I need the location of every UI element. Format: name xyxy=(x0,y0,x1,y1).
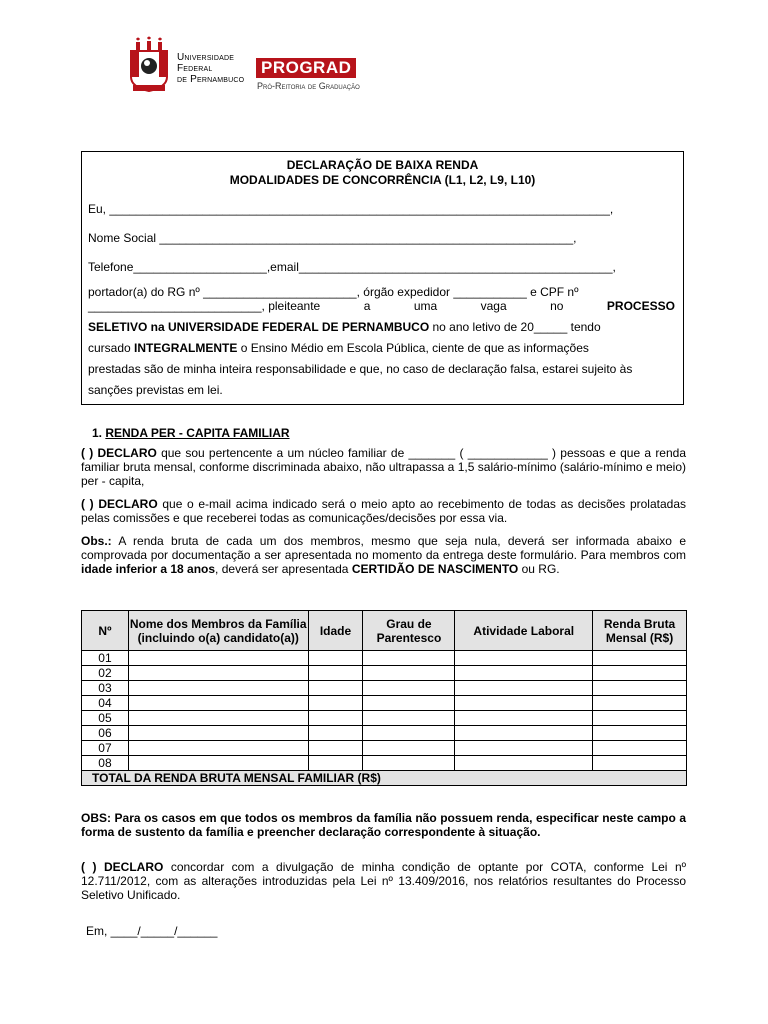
row-number: 01 xyxy=(82,651,129,666)
table-row xyxy=(82,651,687,666)
cursado-rest: o Ensino Médio em Escola Pública, ciente de que as informações xyxy=(237,341,589,355)
work-activity-cell[interactable] xyxy=(455,726,593,741)
seletivo-bold: SELETIVO na UNIVERSIDADE FEDERAL DE PERNAMBUCO xyxy=(88,320,430,334)
date-line: Em, ____/_____/______ xyxy=(86,924,218,938)
row-number: 03 xyxy=(82,681,129,696)
age-cell[interactable] xyxy=(308,726,363,741)
declaro-text: concordar com a divulgação de minha condição de optante por COTA, conforme Lei nº 12.711/2012, com as alterações introduzidas pela Lei nº 13.409/2016, nos relatórios resultantes do Processo Seletivo Unificado. xyxy=(81,860,687,902)
cpf-segment: a xyxy=(363,299,371,313)
obs-bold: Obs.: xyxy=(81,534,112,548)
age-cell[interactable] xyxy=(308,666,363,681)
cursado-line xyxy=(88,341,589,355)
cpf-segment: vaga xyxy=(480,299,507,313)
obs-text: ou RG. xyxy=(518,562,560,576)
member-name-cell[interactable] xyxy=(128,756,308,771)
kinship-cell[interactable] xyxy=(363,741,455,756)
cursado-text: cursado xyxy=(88,341,135,355)
table-row xyxy=(82,681,687,696)
work-activity-cell[interactable] xyxy=(455,756,593,771)
work-activity-cell[interactable] xyxy=(455,666,593,681)
work-activity-cell[interactable] xyxy=(455,651,593,666)
table-row xyxy=(82,741,687,756)
header-kinship: Grau de Parentesco xyxy=(363,611,455,651)
cpf-segment: uma xyxy=(413,299,438,313)
income-cell[interactable] xyxy=(593,651,687,666)
member-name-cell[interactable] xyxy=(128,651,308,666)
kinship-cell[interactable] xyxy=(363,711,455,726)
age-cell[interactable] xyxy=(308,681,363,696)
table-row xyxy=(82,711,687,726)
section-title: RENDA PER - CAPITA FAMILIAR xyxy=(105,426,290,440)
member-name-cell[interactable] xyxy=(128,741,308,756)
section-number: 1. xyxy=(92,426,106,440)
work-activity-cell[interactable] xyxy=(455,681,593,696)
university-name-line-2: Federal xyxy=(177,63,213,74)
member-name-cell[interactable] xyxy=(128,726,308,741)
social-name-line: Nome Social ______________________________________________________________, xyxy=(88,231,577,245)
row-number: 07 xyxy=(82,741,129,756)
table-row xyxy=(82,666,687,681)
row-number: 06 xyxy=(82,726,129,741)
seletivo-rest: no ano letivo de 20_____ tendo xyxy=(429,320,601,334)
prograd-logo: PROGRAD xyxy=(256,58,356,78)
declaration-subtitle: MODALIDADES DE CONCORRÊNCIA (L1, L2, L9, L10) xyxy=(229,173,536,187)
family-members-table xyxy=(81,610,687,786)
total-row xyxy=(82,771,687,786)
cpf-segment: no xyxy=(550,299,564,313)
member-name-cell[interactable] xyxy=(128,666,308,681)
cpf-segment: __________________________, pleiteante xyxy=(88,299,321,313)
declaration-title: DECLARAÇÃO DE BAIXA RENDA xyxy=(286,158,479,172)
table-row xyxy=(82,756,687,771)
total-income-label: TOTAL DA RENDA BRUTA MENSAL FAMILIAR (R$) xyxy=(82,771,687,786)
income-cell[interactable] xyxy=(593,696,687,711)
income-cell[interactable] xyxy=(593,756,687,771)
declaro-text: que sou pertencente a um núcleo familiar de _______ ( ____________ ) pessoas e que a renda familiar bruta mensal, conforme discriminada abaixo, não ultrapassa a 1,5 salário-mínimo (salário-mínimo e meio) per - capita, xyxy=(81,446,687,488)
header-work-activity: Atividade Laboral xyxy=(455,611,593,651)
university-name-line-1: Universidade xyxy=(177,52,235,63)
prestadas-line: prestadas são de minha inteira responsabilidade e que, no caso de declaração falsa, estarei sujeito às xyxy=(88,362,633,376)
name-line: Eu, ___________________________________________________________________________, xyxy=(88,202,614,216)
processo-word: PROCESSO xyxy=(606,299,675,313)
income-cell[interactable] xyxy=(593,741,687,756)
declaro-bold: ( ) DECLARO xyxy=(81,446,157,460)
kinship-cell[interactable] xyxy=(363,756,455,771)
age-cell[interactable] xyxy=(308,651,363,666)
kinship-cell[interactable] xyxy=(363,681,455,696)
work-activity-cell[interactable] xyxy=(455,711,593,726)
integralmente-bold: INTEGRALMENTE xyxy=(134,341,238,355)
declaro-bold: ( ) DECLARO xyxy=(81,860,164,874)
member-name-cell[interactable] xyxy=(128,696,308,711)
income-cell[interactable] xyxy=(593,681,687,696)
declaro-bold: ( ) DECLARO xyxy=(81,497,158,511)
age-cell[interactable] xyxy=(308,756,363,771)
sancoes-line: sanções previstas em lei. xyxy=(88,383,223,397)
rg-line: portador(a) do RG nº _______________________, órgão expedidor ___________ e CPF nº xyxy=(88,285,579,299)
declaro-family-paragraph xyxy=(81,446,686,488)
table-row xyxy=(82,696,687,711)
income-cell[interactable] xyxy=(593,726,687,741)
seletivo-line xyxy=(88,320,601,334)
table-row xyxy=(82,726,687,741)
work-activity-cell[interactable] xyxy=(455,741,593,756)
age-cell[interactable] xyxy=(308,696,363,711)
kinship-cell[interactable] xyxy=(363,666,455,681)
age-cell[interactable] xyxy=(308,741,363,756)
obs-no-income-paragraph: OBS: Para os casos em que todos os membros da família não possuem renda, especificar neste campo a forma de sustento da família e preencher declaração correspondente à situação. xyxy=(81,811,686,839)
header-number: Nº xyxy=(82,611,129,651)
age-cell[interactable] xyxy=(308,711,363,726)
phone-email-line: Telefone____________________,email_______________________________________________, xyxy=(88,260,616,274)
header-member-name: Nome dos Membros da Família (incluindo o(a) candidato(a)) xyxy=(128,611,308,651)
row-number: 05 xyxy=(82,711,129,726)
declaro-cota-paragraph xyxy=(81,860,686,902)
header-gross-income: Renda Bruta Mensal (R$) xyxy=(593,611,687,651)
obs-bold: CERTIDÃO DE NASCIMENTO xyxy=(351,562,519,576)
kinship-cell[interactable] xyxy=(363,651,455,666)
header-age: Idade xyxy=(308,611,363,651)
university-name xyxy=(177,52,244,85)
income-cell[interactable] xyxy=(593,666,687,681)
section-1-heading xyxy=(92,426,290,440)
declaration-box xyxy=(81,151,684,405)
row-number: 08 xyxy=(82,756,129,771)
income-cell[interactable] xyxy=(593,711,687,726)
member-name-cell[interactable] xyxy=(128,711,308,726)
declaro-text: que o e-mail acima indicado será o meio apto ao recebimento de todas as decisões prolatadas pelas comissões e que receberei todas as comunicações/decisões por essa via. xyxy=(81,497,686,525)
kinship-cell[interactable] xyxy=(363,726,455,741)
prograd-subtitle: Pró-Reitoria de Graduação xyxy=(257,81,360,91)
row-number: 02 xyxy=(82,666,129,681)
work-activity-cell[interactable] xyxy=(455,696,593,711)
obs-paragraph xyxy=(81,534,686,576)
obs-text: , deverá ser apresentada xyxy=(215,562,352,576)
row-number: 04 xyxy=(82,696,129,711)
cpf-line xyxy=(88,299,675,313)
obs-bold: idade inferior a 18 anos xyxy=(81,562,216,576)
obs-text: A renda bruta de cada um dos membros, mesmo que seja nula, deverá ser informada abaixo e comprovada por documentação a ser apresentada no momento da entrega deste formulário. Para membros com xyxy=(81,534,686,562)
university-name-line-3: de Pernambuco xyxy=(177,74,245,85)
ufpe-seal-logo xyxy=(128,36,170,94)
table-header-row xyxy=(82,611,687,651)
member-name-cell[interactable] xyxy=(128,681,308,696)
kinship-cell[interactable] xyxy=(363,696,455,711)
declaro-email-paragraph xyxy=(81,497,686,525)
